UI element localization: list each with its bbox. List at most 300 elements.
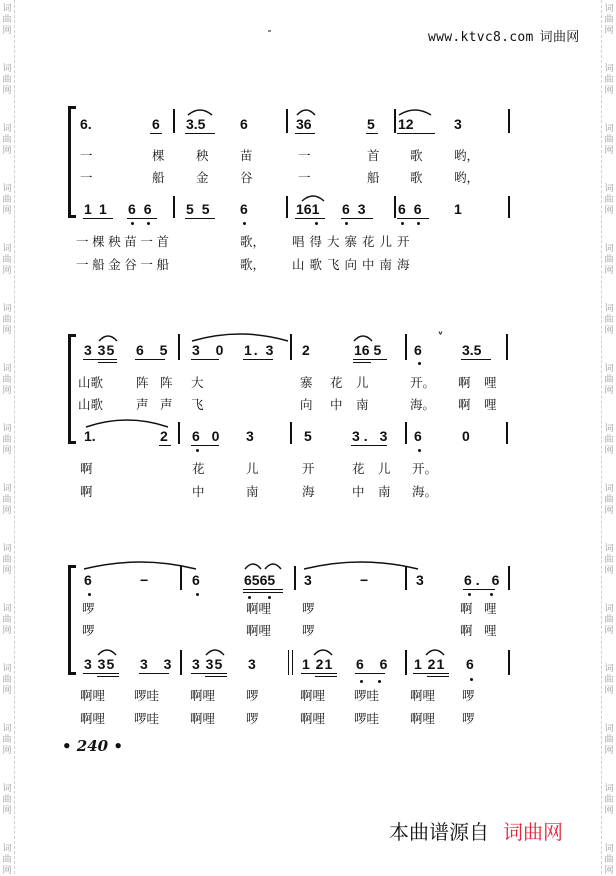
slur-arc [295, 106, 317, 116]
watermark-char: 词 [604, 64, 614, 74]
lyric-word: 啊哩 [80, 688, 106, 703]
watermark-char: 网 [604, 386, 614, 396]
lyric-char: 一 [80, 148, 93, 163]
watermark-char: 词 [604, 664, 614, 674]
page-number: • 240 • [62, 737, 123, 755]
lyric-char: 棵 [152, 148, 165, 163]
lyric-char: 啊 [80, 484, 93, 499]
barline [290, 422, 292, 444]
underline-beam [461, 359, 491, 360]
watermark-char: 词 [2, 244, 12, 254]
watermark-char: 曲 [2, 735, 12, 745]
barline [290, 334, 292, 360]
score-note: 6 0 [192, 428, 224, 444]
score-note: 6 [240, 116, 248, 132]
watermark-char: 词 [2, 484, 12, 494]
lyric-char: 海。 [412, 484, 438, 499]
watermark-char: 词 [2, 184, 12, 194]
watermark-char: 词 [2, 304, 12, 314]
score-note: 1. 3 [244, 342, 276, 358]
scan-speck [268, 30, 271, 32]
score-note: 66 [398, 201, 430, 217]
lyric-char: 一 [80, 170, 93, 185]
watermark-char: 网 [2, 866, 12, 876]
watermark-char: 曲 [2, 615, 12, 625]
lyric-char: 儿 [246, 461, 259, 476]
lyric-char: 金 [196, 170, 209, 185]
watermark-char: 词 [604, 784, 614, 794]
lyric-char: 花 [330, 375, 343, 390]
lyric-word: 啰 [462, 711, 475, 726]
score-note: − [360, 572, 369, 588]
lyric-char: 开 [302, 461, 315, 476]
lyric-char: 哩 [484, 601, 497, 616]
lyric-word: 啰 [246, 688, 259, 703]
underline-beam [150, 133, 162, 134]
watermark-char: 曲 [604, 375, 614, 385]
watermark-char: 网 [2, 506, 12, 516]
score-note: 2 [160, 428, 168, 444]
barline [286, 109, 288, 133]
lyric-char: 啰 [302, 601, 315, 616]
lyric-char: 大 [191, 375, 204, 390]
underline-beam [463, 589, 495, 590]
watermark-char: 曲 [604, 555, 614, 565]
underline-beam [397, 133, 435, 134]
barline [394, 196, 396, 218]
underline-beam [191, 673, 227, 674]
watermark-char: 网 [2, 146, 12, 156]
underline-beam [83, 359, 117, 360]
system-brace [62, 106, 74, 218]
lyric-char: 中 [330, 397, 343, 412]
watermark-char: 网 [604, 506, 614, 516]
watermark-char: 曲 [2, 555, 12, 565]
watermark-char: 曲 [2, 855, 12, 865]
underline-beam [127, 218, 157, 219]
source-brand-link[interactable]: 词曲网 [503, 820, 563, 844]
lyric-char: 哟， [454, 148, 480, 163]
watermark-char: 词 [2, 604, 12, 614]
watermark-char: 曲 [2, 135, 12, 145]
underline-beam [97, 676, 119, 677]
underline-beam [295, 133, 315, 134]
barline [288, 650, 289, 675]
lyric-char: 船 [367, 170, 380, 185]
lyric-char: 啊哩 [246, 601, 272, 616]
lyric-line: 一棵秧苗一首 [76, 234, 173, 249]
lyric-char: 啊 [460, 623, 473, 638]
score-note: 6. 6 [464, 572, 504, 588]
underline-beam [159, 445, 171, 446]
lower-octave-dot [315, 222, 318, 225]
watermark-char: 网 [2, 326, 12, 336]
watermark-char: 曲 [2, 15, 12, 25]
score-note: 1 21 [302, 656, 334, 672]
underline-beam [351, 445, 387, 446]
lyric-char: 一 [298, 170, 311, 185]
underline-beam [301, 673, 337, 674]
barline [180, 650, 182, 675]
barline [178, 334, 180, 360]
score-note: 161 [296, 201, 320, 217]
score-note: 6. [80, 116, 92, 132]
lyric-char: 谷 [240, 170, 253, 185]
watermark-char: 词 [2, 844, 12, 854]
underline-beam [353, 362, 371, 363]
score-note: 6565 [244, 572, 276, 588]
underline-beam [243, 589, 283, 590]
lyric-char: 向 [300, 397, 313, 412]
lower-octave-dot [470, 678, 473, 681]
score-note: 63 [342, 201, 374, 217]
lyric-char: 啊哩 [246, 623, 272, 638]
watermark-char: 词 [2, 724, 12, 734]
score-note: 3.5 [186, 116, 206, 132]
lyric-char: 儿 [378, 461, 391, 476]
lyric-char: 南 [356, 397, 369, 412]
lyric-word: 啊哩 [410, 688, 436, 703]
barline [394, 109, 396, 133]
score-note: 3 35 [192, 656, 224, 672]
score-note: 36 [296, 116, 312, 132]
watermark-char: 网 [604, 446, 614, 456]
watermark-char: 词 [2, 364, 12, 374]
watermark-char: 词 [2, 124, 12, 134]
score-note: 1 21 [414, 656, 446, 672]
watermark-char: 曲 [604, 495, 614, 505]
watermark-char: 曲 [604, 855, 614, 865]
slur-arc [243, 560, 263, 570]
score-note: 6 [414, 342, 422, 358]
score-note: 6 [152, 116, 160, 132]
barline [508, 109, 510, 133]
watermark-char: 词 [604, 844, 614, 854]
lower-octave-dot [401, 222, 404, 225]
lower-octave-dot [196, 449, 199, 452]
lyric-word: 啰哇 [134, 711, 160, 726]
lower-octave-dot [490, 593, 493, 596]
watermark-char: 词 [604, 724, 614, 734]
lyric-char: 啊 [458, 397, 471, 412]
barline [506, 334, 508, 360]
lower-octave-dot [360, 680, 363, 683]
lower-octave-dot [196, 593, 199, 596]
score-note: 12 [398, 116, 414, 132]
score-note: 55 [186, 201, 218, 217]
lyric-char: 歌 [410, 170, 423, 185]
score-note: 3. 3 [352, 428, 392, 444]
watermark-char: 网 [2, 86, 12, 96]
watermark-char: 网 [2, 206, 12, 216]
barline [508, 650, 510, 675]
lyric-char: 啰 [302, 623, 315, 638]
underline-beam [353, 359, 387, 360]
underline-beam [139, 673, 169, 674]
lower-octave-dot [345, 222, 348, 225]
score-note: 3 3 [140, 656, 178, 672]
underline-beam [98, 362, 117, 363]
underline-beam [427, 676, 449, 677]
watermark-char: 网 [604, 326, 614, 336]
lyric-char: 啰 [82, 623, 95, 638]
lyric-char: 阵 [136, 375, 149, 390]
lyric-char: 开。 [412, 461, 438, 476]
watermark-char: 词 [604, 484, 614, 494]
watermark-char: 词 [604, 184, 614, 194]
underline-beam [83, 673, 119, 674]
score-note: 6 5 [136, 342, 174, 358]
watermark-char: 词 [2, 544, 12, 554]
watermark-char: 网 [2, 746, 12, 756]
watermark-char: 曲 [604, 195, 614, 205]
underline-beam [205, 676, 227, 677]
lyric-char: 儿 [356, 375, 369, 390]
watermark-char: 词 [2, 4, 12, 14]
watermark-char: 网 [2, 266, 12, 276]
score-note: 6 [466, 656, 474, 672]
lyric-word: 啊哩 [410, 711, 436, 726]
lyric-word: 啰哇 [134, 688, 160, 703]
lyric-char: 船 [152, 170, 165, 185]
score-note: 6 [240, 201, 248, 217]
barline [508, 566, 510, 590]
tie-arc [84, 416, 170, 428]
lyric-line: 歌， [240, 234, 266, 249]
barline [292, 650, 293, 675]
score-note: 1. [84, 428, 96, 444]
site-name: 词曲网 [539, 30, 580, 45]
lyric-word: 啰哇 [354, 711, 380, 726]
score-note: 5 [304, 428, 312, 444]
watermark-char: 词 [2, 424, 12, 434]
lower-octave-dot [268, 596, 271, 599]
watermark-char: 曲 [2, 495, 12, 505]
watermark-char: 曲 [2, 315, 12, 325]
watermark-char: 曲 [2, 195, 12, 205]
watermark-char: 词 [2, 664, 12, 674]
slur-arc [397, 106, 433, 116]
score-note: 6 [414, 428, 422, 444]
lyric-word: 啰 [246, 711, 259, 726]
watermark-char: 词 [604, 244, 614, 254]
lyric-char: 啊 [458, 375, 471, 390]
breath-mark: ᵛ [438, 330, 444, 341]
watermark-char: 曲 [604, 795, 614, 805]
watermark-char: 曲 [604, 735, 614, 745]
slur-arc [263, 560, 283, 570]
underline-beam [185, 218, 215, 219]
underline-beam [243, 592, 283, 593]
watermark-char: 网 [2, 446, 12, 456]
watermark-char: 曲 [604, 675, 614, 685]
score-note: 3.5 [462, 342, 482, 358]
lower-octave-dot [147, 222, 150, 225]
lyric-char: 啊 [460, 601, 473, 616]
lyric-char: 寨 [300, 375, 313, 390]
watermark-char: 曲 [2, 435, 12, 445]
score-note: 3 [454, 116, 462, 132]
watermark-char: 曲 [2, 675, 12, 685]
right-watermark-column [602, 0, 616, 874]
watermark-char: 网 [604, 146, 614, 156]
watermark-char: 网 [2, 686, 12, 696]
lyric-char: 花 [352, 461, 365, 476]
lyric-char: 声 [136, 397, 149, 412]
lower-octave-dot [248, 596, 251, 599]
lyric-word: 啊哩 [190, 711, 216, 726]
lower-octave-dot [243, 222, 246, 225]
lyric-char: 声 [160, 397, 173, 412]
underline-beam [185, 133, 215, 134]
lower-octave-dot [418, 362, 421, 365]
score-note: 6 [192, 572, 200, 588]
lower-octave-dot [88, 593, 91, 596]
underline-beam [191, 445, 219, 446]
lyric-char: 啰 [82, 601, 95, 616]
site-header [428, 26, 580, 45]
watermark-char: 网 [604, 686, 614, 696]
lyric-char: 花 [192, 461, 205, 476]
lyric-word: 啊哩 [300, 688, 326, 703]
score-note: 16 5 [354, 342, 382, 358]
watermark-char: 曲 [604, 255, 614, 265]
score-note: 6 [84, 572, 92, 588]
lower-octave-dot [131, 222, 134, 225]
watermark-char: 曲 [2, 795, 12, 805]
watermark-char: 曲 [604, 15, 614, 25]
tie-arc [302, 558, 420, 570]
watermark-char: 曲 [604, 75, 614, 85]
underline-beam [243, 359, 273, 360]
underline-beam [341, 218, 373, 219]
underline-beam [355, 673, 385, 674]
watermark-char: 网 [2, 566, 12, 576]
watermark-char: 网 [604, 86, 614, 96]
watermark-char: 网 [2, 386, 12, 396]
barline [506, 422, 508, 444]
barline [294, 566, 296, 590]
lyric-char: 南 [378, 484, 391, 499]
watermark-char: 网 [604, 866, 614, 876]
underline-beam [83, 218, 113, 219]
watermark-char: 曲 [2, 375, 12, 385]
slur-arc [204, 646, 226, 656]
underline-beam [315, 676, 337, 677]
watermark-char: 词 [604, 364, 614, 374]
slur-arc [352, 332, 374, 342]
score-note: 1 [454, 201, 462, 217]
watermark-char: 曲 [2, 75, 12, 85]
barline [508, 196, 510, 218]
watermark-char: 词 [604, 4, 614, 14]
lyric-char: 海 [302, 484, 315, 499]
lyric-char: 中 [352, 484, 365, 499]
watermark-char: 词 [604, 124, 614, 134]
lyric-word: 啰 [462, 688, 475, 703]
lyric-char: 秧 [196, 148, 209, 163]
watermark-char: 词 [604, 424, 614, 434]
underline-beam [191, 359, 219, 360]
watermark-char: 词 [2, 784, 12, 794]
score-note: 3 [246, 428, 254, 444]
slur-arc [424, 646, 446, 656]
score-note: 2 [302, 342, 310, 358]
system-brace [62, 334, 74, 444]
slur-arc [300, 192, 326, 202]
watermark-char: 网 [2, 806, 12, 816]
underline-beam [135, 359, 165, 360]
watermark-char: 网 [2, 26, 12, 36]
watermark-char: 词 [604, 604, 614, 614]
lyric-char: 哩 [484, 397, 497, 412]
score-note: 3 [304, 572, 312, 588]
watermark-char: 网 [604, 566, 614, 576]
barline [173, 109, 175, 133]
lyric-char: 哩 [484, 623, 497, 638]
score-note: 5 [367, 116, 375, 132]
underline-beam [397, 218, 429, 219]
lower-octave-dot [418, 449, 421, 452]
score-note: 66 [128, 201, 160, 217]
lyric-char: 山歌 [78, 397, 104, 412]
left-watermark-column [0, 0, 14, 874]
barline [173, 196, 175, 218]
slur-arc [96, 646, 118, 656]
lyric-char: 阵 [160, 375, 173, 390]
lyric-word: 啊哩 [80, 711, 106, 726]
score-note: 3 [248, 656, 256, 672]
system-brace [62, 565, 74, 675]
watermark-char: 网 [604, 746, 614, 756]
slur-arc [186, 106, 214, 116]
site-url[interactable]: www.ktvc8.com [428, 30, 534, 45]
underline-beam [413, 673, 449, 674]
watermark-char: 曲 [604, 615, 614, 625]
watermark-char: 网 [604, 26, 614, 36]
lyric-line: 山歌飞向中南海 [292, 257, 415, 272]
watermark-char: 曲 [604, 435, 614, 445]
slur-arc [312, 646, 334, 656]
tie-arc [190, 330, 290, 342]
lyric-char: 山歌 [78, 375, 104, 390]
lyric-char: 南 [246, 484, 259, 499]
lyric-word: 啰哇 [354, 688, 380, 703]
score-note: 0 [462, 428, 470, 444]
underline-beam [366, 133, 378, 134]
lyric-char: 首 [367, 148, 380, 163]
lyric-word: 啊哩 [300, 711, 326, 726]
lyric-char: 飞 [191, 397, 204, 412]
lower-octave-dot [378, 680, 381, 683]
watermark-char: 曲 [2, 255, 12, 265]
watermark-char: 网 [2, 626, 12, 636]
left-margin-line [14, 0, 15, 874]
lyric-char: 开。 [410, 375, 436, 390]
lyric-line: 歌， [240, 257, 266, 272]
tie-arc [82, 558, 198, 570]
lyric-line: 一船金谷一船 [76, 257, 173, 272]
lyric-char: 啊 [80, 461, 93, 476]
barline [286, 196, 288, 218]
source-note-text: 本曲谱源自 [389, 820, 489, 844]
score-note: 3 35 [84, 342, 116, 358]
lyric-char: 哟， [454, 170, 480, 185]
watermark-char: 词 [2, 64, 12, 74]
barline [405, 334, 407, 360]
lower-octave-dot [417, 222, 420, 225]
score-note: − [140, 572, 149, 588]
